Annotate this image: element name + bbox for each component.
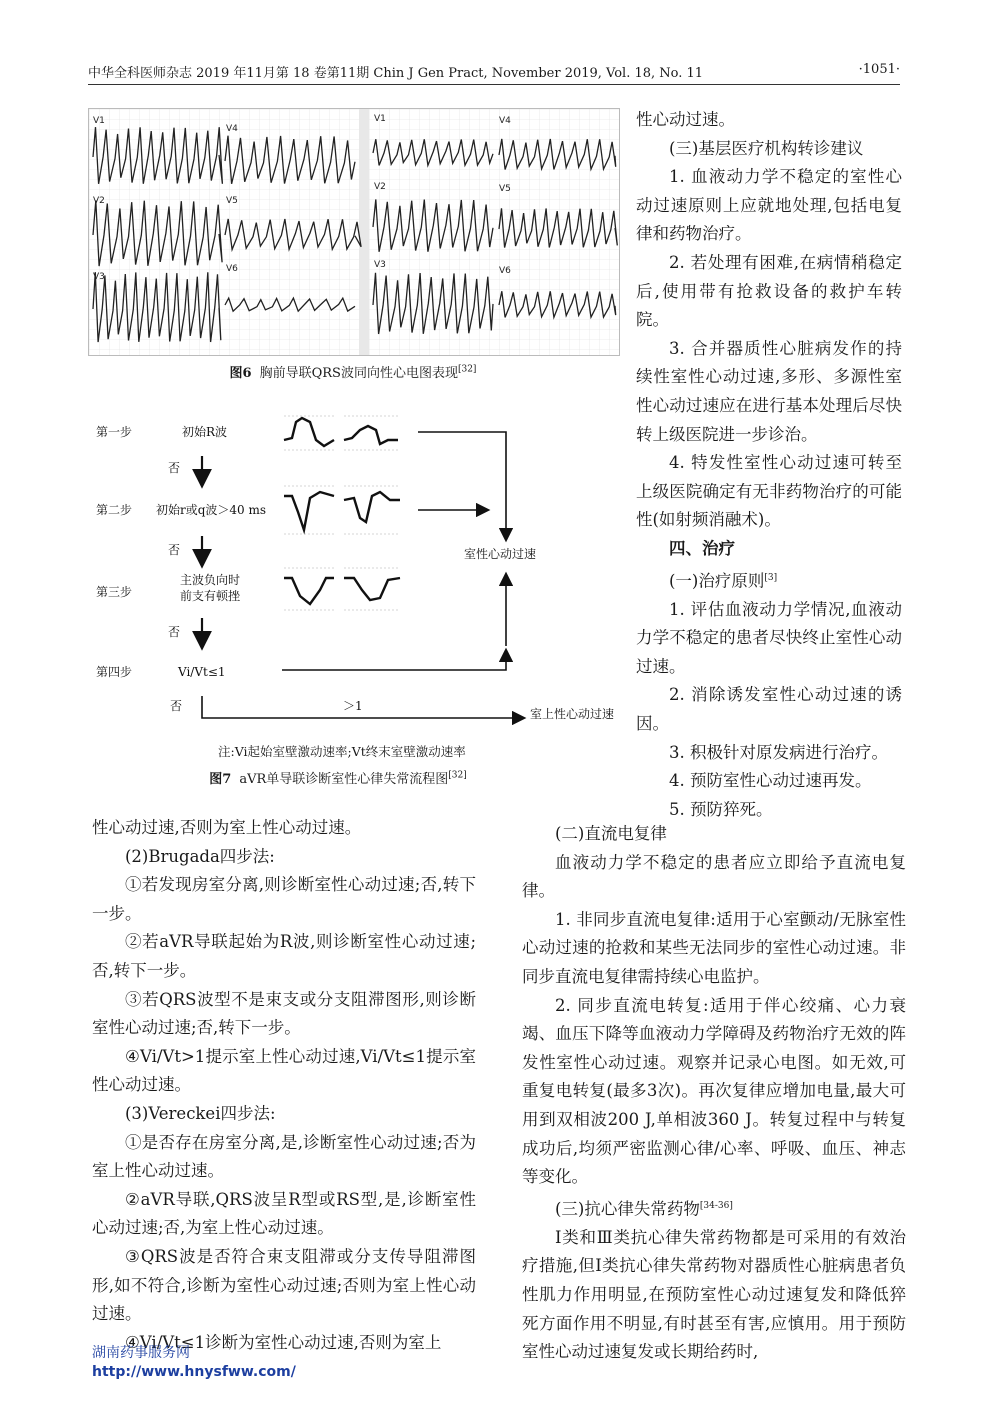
footer-watermark (92, 1344, 296, 1382)
paragraph: ②若aVR导联起始为R波,则诊断室性心动过速;否,转下一步。 (92, 932, 476, 980)
lead-label: V1 (374, 114, 386, 124)
right-column-bottom (522, 820, 906, 1367)
lead-label: V6 (499, 266, 511, 276)
lead-label: V5 (226, 196, 238, 206)
criterion-4: Vi/Vt≤1 (178, 665, 226, 679)
right-column-top (636, 106, 902, 824)
paragraph: 2. 消除诱发室性心动过速的诱因。 (636, 685, 902, 733)
criterion-3a: 主波负向时 (180, 573, 241, 587)
figure-7-flowchart (88, 400, 628, 740)
section-heading: (一)治疗原则[3] (669, 571, 778, 590)
section-heading: (三)抗心律失常药物[34-36] (555, 1199, 733, 1219)
paragraph: 3. 积极针对原发病进行治疗。 (669, 742, 888, 762)
running-header (88, 62, 900, 85)
lead-label: V1 (93, 116, 105, 126)
step-3-label: 第三步 (96, 585, 133, 599)
paragraph: ①是否存在房室分离,是,诊断室性心动过速;否为室上性心动过速。 (92, 1132, 476, 1181)
section-heading: (2)Brugada四步法: (125, 846, 275, 866)
paragraph: 5. 预防猝死。 (669, 799, 773, 819)
lead-label: V3 (374, 260, 386, 270)
journal-citation: 中华全科医师杂志 2019 年11月第 18 卷第11期 Chin J Gen Pract, November 2019, Vol. 18, No. 11 (88, 66, 704, 81)
paragraph: ④Vi/Vt>1提示室上性心动过速,Vi/Vt≤1提示室性心动过速。 (92, 1046, 476, 1095)
paragraph: ①若发现房室分离,则诊断室性心动过速;否,转下一步。 (92, 875, 476, 923)
criterion-1: 初始R波 (182, 425, 228, 439)
no-label: 否 (168, 625, 181, 639)
criterion-3b: 前支有顿挫 (180, 589, 241, 603)
paragraph: 性心动过速,否则为室上性心动过速。 (92, 818, 362, 837)
paragraph: 1. 血液动力学不稳定的室性心动过速原则上应就地处理,包括电复律和药物治疗。 (636, 167, 902, 244)
paragraph: 1. 非同步直流电复律:适用于心室颤动/无脉室性心动过速的抢救和某些无法同步的室性心动过速。非同步直流电复律需持续心电监护。 (522, 909, 906, 986)
paragraph: ②aVR导联,QRS波呈R型或RS型,是,诊断室性心动过速;否,为室上性心动过速。 (92, 1189, 476, 1238)
lead-label: V4 (226, 124, 238, 134)
paragraph: 1. 评估血液动力学情况,血液动力学不稳定的患者尽快终止室性心动过速。 (636, 599, 902, 676)
svt-result: 室上性心动过速 (530, 707, 615, 721)
left-column-bottom (92, 814, 476, 1357)
section-heading: (三)基层医疗机构转诊建议 (669, 138, 864, 158)
step-2-label: 第二步 (96, 503, 133, 517)
section-heading: (二)直流电复律 (555, 824, 667, 843)
paragraph: ④Vi/Vt≤1诊断为室性心动过速,否则为室上 (125, 1332, 442, 1352)
vt-result: 室性心动过速 (464, 547, 537, 561)
figure-6-caption: 图6 胸前导联QRS波同向性心电图表现[32] (229, 364, 477, 381)
lead-label: V4 (499, 116, 511, 126)
lead-label: V3 (93, 272, 105, 282)
paragraph: 性心动过速。 (636, 110, 735, 129)
footer-site-name: 湖南药事服务网 (92, 1345, 190, 1361)
step-1-label: 第一步 (96, 425, 133, 439)
paragraph: 血液动力学不稳定的患者应立即给予直流电复律。 (522, 852, 906, 901)
paragraph: 4. 预防室性心动过速再发。 (669, 771, 872, 791)
figure-7-note: 注:Vi起始室壁激动速率;Vt终末室壁激动速率 (218, 744, 466, 759)
lead-label: V5 (499, 184, 511, 194)
section-heading: 四、治疗 (669, 538, 735, 558)
no-label: 否 (168, 543, 181, 557)
paragraph: 4. 特发性室性心动过速可转至上级医院确定有无非药物治疗的可能性(如射频消融术)。 (636, 453, 902, 530)
paragraph: Ⅰ类和Ⅲ类抗心律失常药物都是可采用的有效治疗措施,但Ⅰ类抗心律失常药物对器质性心脏病患者负性肌力作用明显,在预防室性心动过速复发和降低猝死方面作用不明显,有时甚至有害,应慎用。用于预防室性心动过速复发或长期给药时, (522, 1227, 906, 1362)
lead-label: V6 (226, 264, 238, 274)
paragraph: 3. 合并器质性心脏病发作的持续性室性心动过速,多形、多源性室性心动过速应在进行基本处理后尽快转上级医院进一步诊治。 (636, 338, 902, 444)
footer-url[interactable]: http://www.hnysfww.com/ (92, 1364, 296, 1380)
lead-label: V2 (93, 196, 105, 206)
paragraph: ③QRS波是否符合束支阻滞或分支传导阻滞图形,如不符合,诊断为室性心动过速;否则为室上性心动过速。 (92, 1246, 476, 1324)
figure-6-ecg (88, 108, 620, 356)
lead-label: V2 (374, 182, 386, 192)
paragraph: 2. 若处理有困难,在病情稍稳定后,使用带有抢救设备的救护车转院。 (636, 252, 902, 330)
ecg-image (89, 109, 619, 355)
flowchart (88, 400, 628, 740)
figure-7-caption: 图7 aVR单导联诊断室性心律失常流程图[32] (209, 770, 467, 787)
gt1-label: ＞1 (343, 699, 363, 713)
step-4-label: 第四步 (96, 665, 133, 679)
paragraph: ③若QRS波型不是束支或分支阻滞图形,则诊断室性心动过速;否,转下一步。 (92, 989, 476, 1038)
paragraph: 2. 同步直流电转复:适用于伴心绞痛、心力衰竭、血压下降等血液动力学障碍及药物治疗无效的阵发性室性心动过速。观察并记录心电图。如无效,可重复电转复(最多3次)。再次复律应增加电量,最大可用到双相波200 J,单相波360 J。转复过程中与转复成功后,均须严密监测心律/心率、呼吸、血压、神志等变化。 (522, 995, 906, 1187)
no-label: 否 (168, 461, 181, 475)
page-number: ·1051· (858, 62, 900, 77)
criterion-2: 初始r或q波＞40 ms (156, 503, 267, 517)
no-label: 否 (170, 699, 183, 713)
section-heading: (3)Vereckei四步法: (125, 1103, 276, 1123)
